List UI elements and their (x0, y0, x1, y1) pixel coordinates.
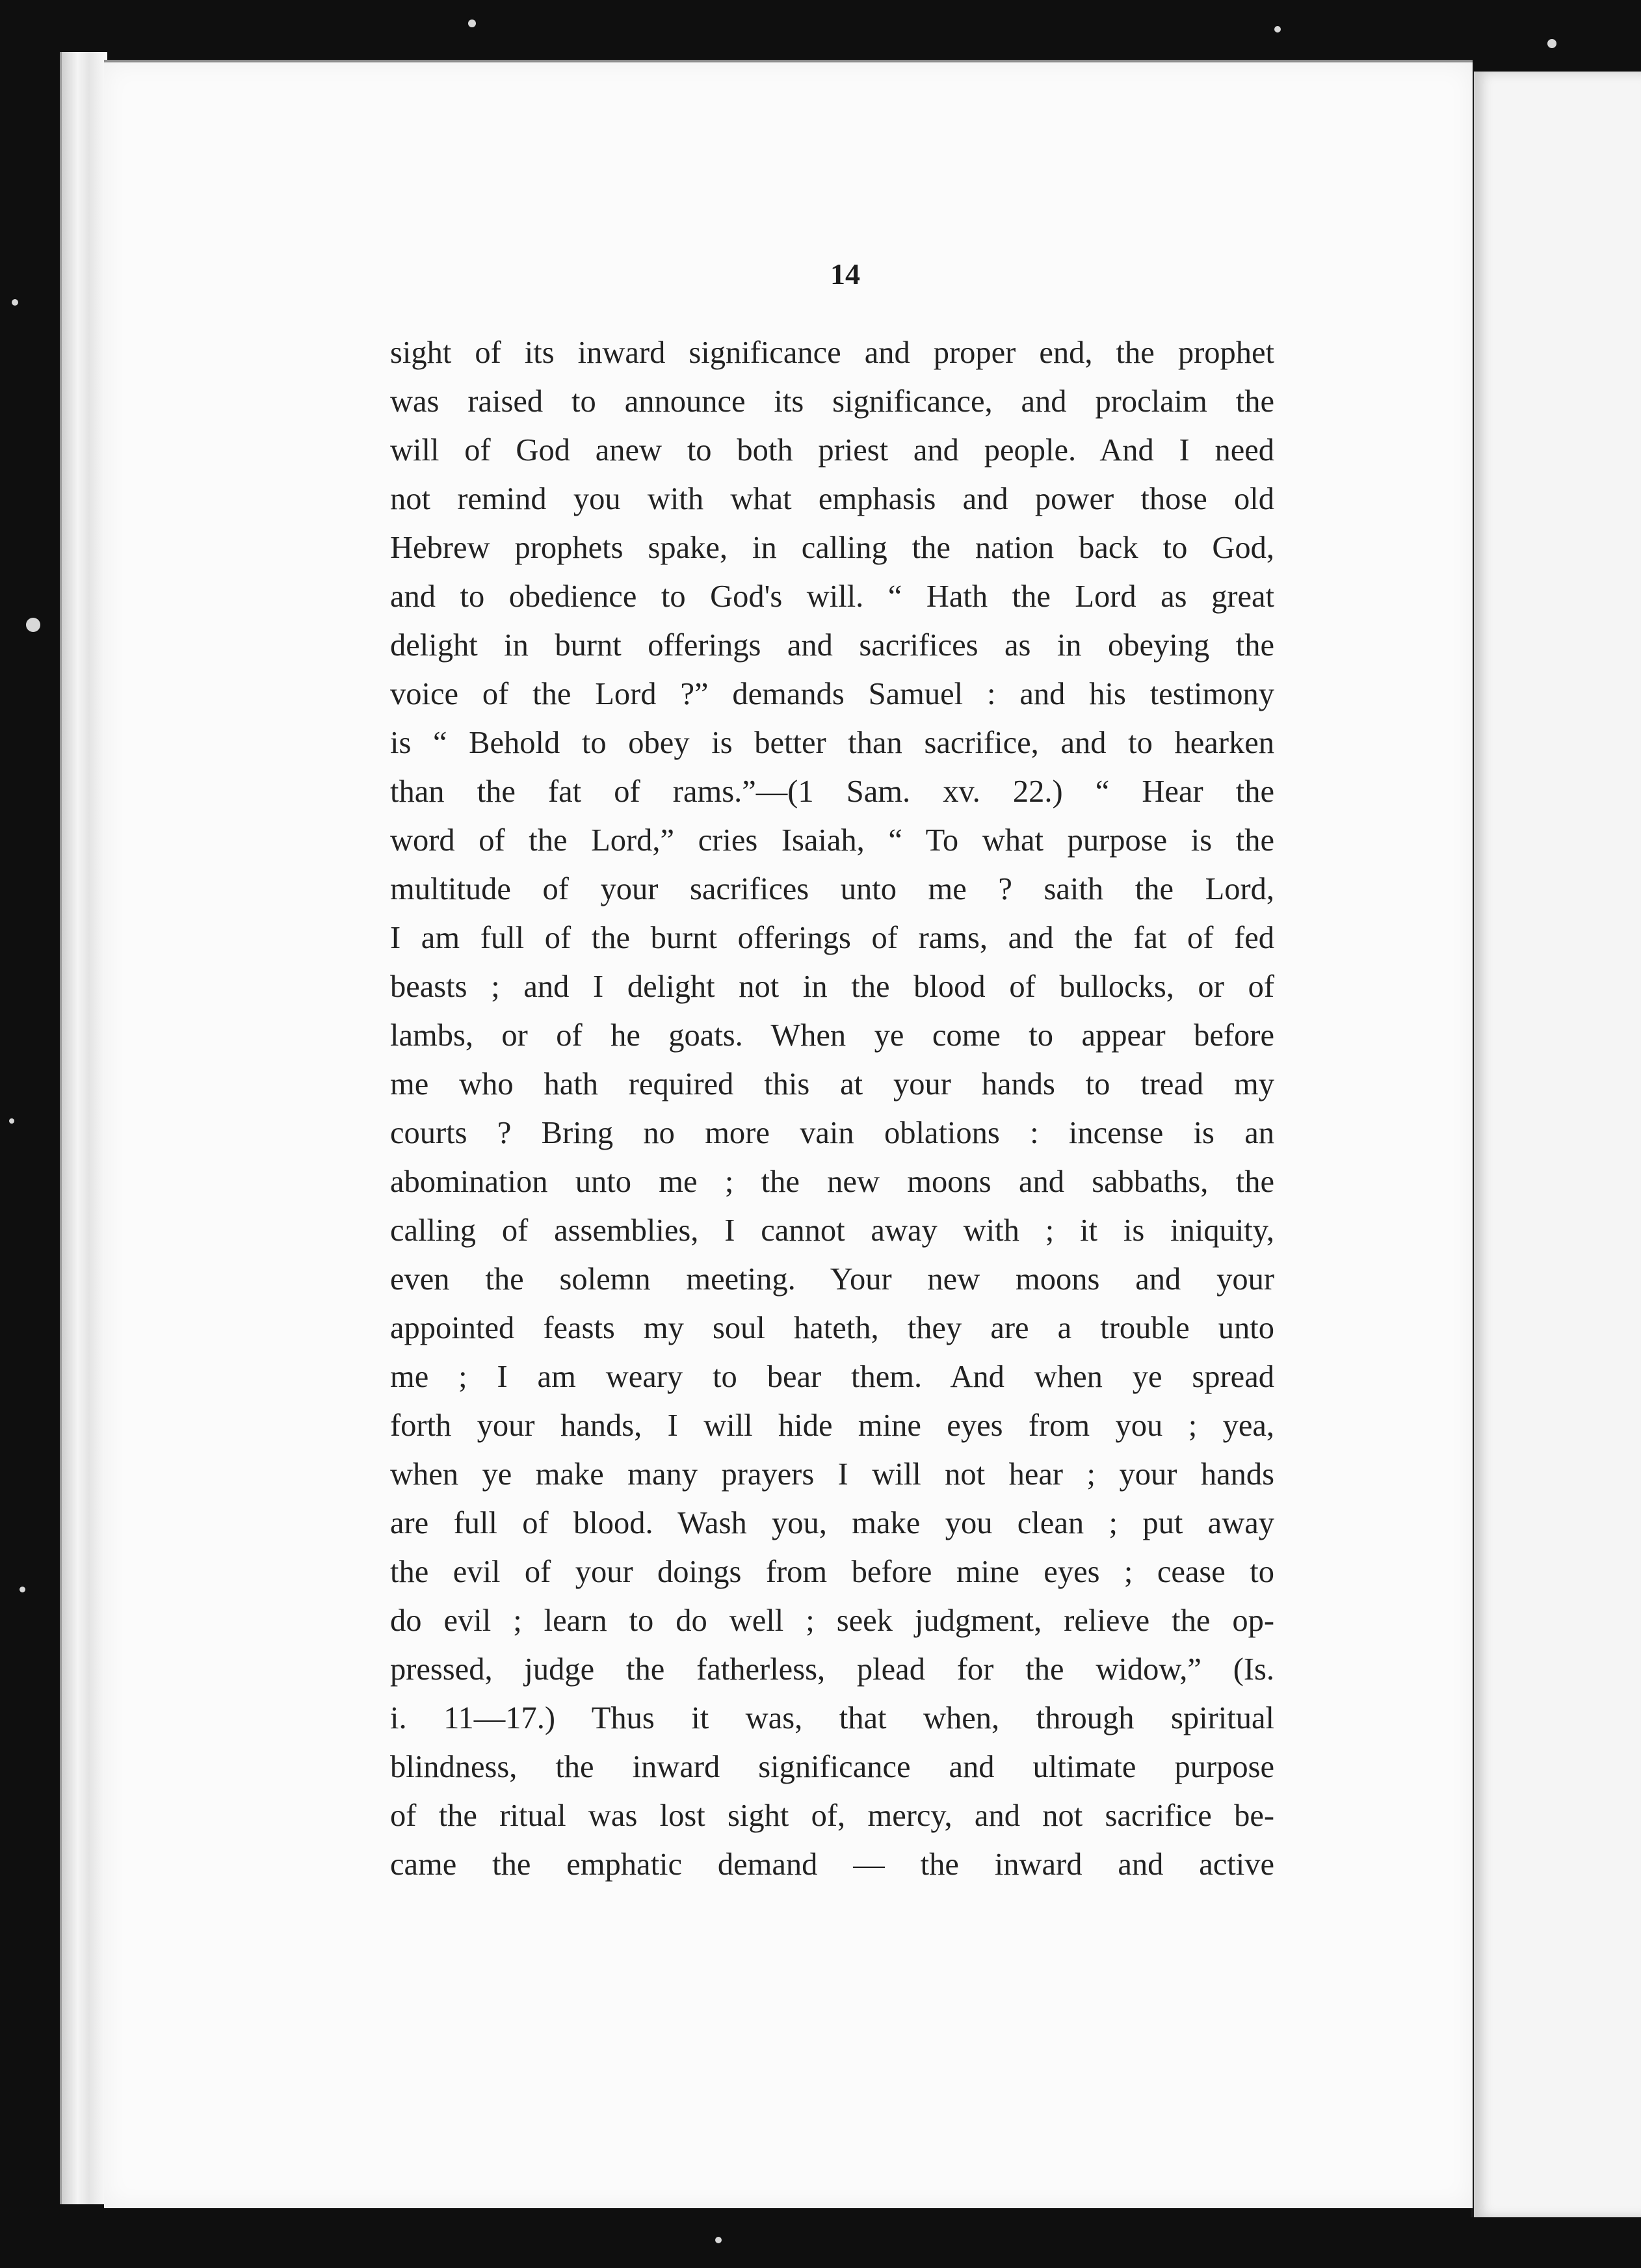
text-line: is “ Behold to obey is better than sacrifice, and to hearken (390, 726, 1274, 760)
text-line: and to obedience to God's will. “ Hath the Lord as great (390, 579, 1274, 614)
page-binding-edge (60, 52, 107, 2204)
text-line: multitude of your sacrifices unto me ? saith the Lord, (390, 872, 1274, 906)
text-line: even the solemn meeting. Your new moons and your (390, 1262, 1274, 1297)
text-line: delight in burnt offerings and sacrifices as in obeying the (390, 628, 1274, 663)
text-line: when ye make many prayers I will not hear ; your hands (390, 1457, 1274, 1492)
text-line: came the emphatic demand — the inward and active (390, 1847, 1274, 1882)
text-line: word of the Lord,” cries Isaiah, “ To what purpose is the (390, 823, 1274, 858)
text-line: Hebrew prophets spake, in calling the nation back to God, (390, 531, 1274, 565)
text-line: abomination unto me ; the new moons and sabbaths, the (390, 1165, 1274, 1199)
text-line: forth your hands, I will hide mine eyes from you ; yea, (390, 1408, 1274, 1443)
text-line: sight of its inward significance and proper end, the prophet (390, 336, 1274, 370)
text-line: was raised to announce its significance, and proclaim the (390, 384, 1274, 419)
text-line: than the fat of rams.”—(1 Sam. xv. 22.) “ Hear the (390, 774, 1274, 809)
scan-speck (26, 618, 40, 632)
text-line: the evil of your doings from before mine eyes ; cease to (390, 1555, 1274, 1589)
text-line: I am full of the burnt offerings of rams, and the fat of fed (390, 921, 1274, 955)
text-line: pressed, judge the fatherless, plead for the widow,” (Is. (390, 1652, 1274, 1687)
text-line: of the ritual was lost sight of, mercy, and not sacrifice be- (390, 1799, 1274, 1833)
text-line: calling of assemblies, I cannot away with ; it is iniquity, (390, 1213, 1274, 1248)
scan-speck (1547, 39, 1556, 48)
scan-speck (715, 2237, 722, 2243)
text-line: appointed feasts my soul hateth, they are a trouble unto (390, 1311, 1274, 1345)
text-line: are full of blood. Wash you, make you clean ; put away (390, 1506, 1274, 1540)
text-line: me ; I am weary to bear them. And when ye spread (390, 1360, 1274, 1394)
scan-speck (12, 299, 18, 306)
scan-speck (20, 1587, 25, 1592)
text-line: do evil ; learn to do well ; seek judgment, relieve the op- (390, 1603, 1274, 1638)
page-number: 14 (830, 257, 860, 291)
text-line: courts ? Bring no more vain oblations : incense is an (390, 1116, 1274, 1150)
text-line: blindness, the inward significance and ultimate purpose (390, 1750, 1274, 1784)
scan-speck (468, 20, 476, 27)
text-line: i. 11—17.) Thus it was, that when, through spiritual (390, 1701, 1274, 1735)
text-line: voice of the Lord ?” demands Samuel : and his testimony (390, 677, 1274, 711)
text-line: me who hath required this at your hands to tread my (390, 1067, 1274, 1101)
scan-speck (9, 1118, 14, 1124)
text-line: beasts ; and I delight not in the blood of bullocks, or of (390, 969, 1274, 1004)
scan-speck (1274, 26, 1281, 33)
text-line: lambs, or of he goats. When ye come to appear before (390, 1018, 1274, 1053)
text-line: not remind you with what emphasis and power those old (390, 482, 1274, 516)
body-text (390, 328, 1274, 1889)
text-line: will of God anew to both priest and people. And I need (390, 433, 1274, 468)
facing-page-edge (1471, 72, 1641, 2217)
